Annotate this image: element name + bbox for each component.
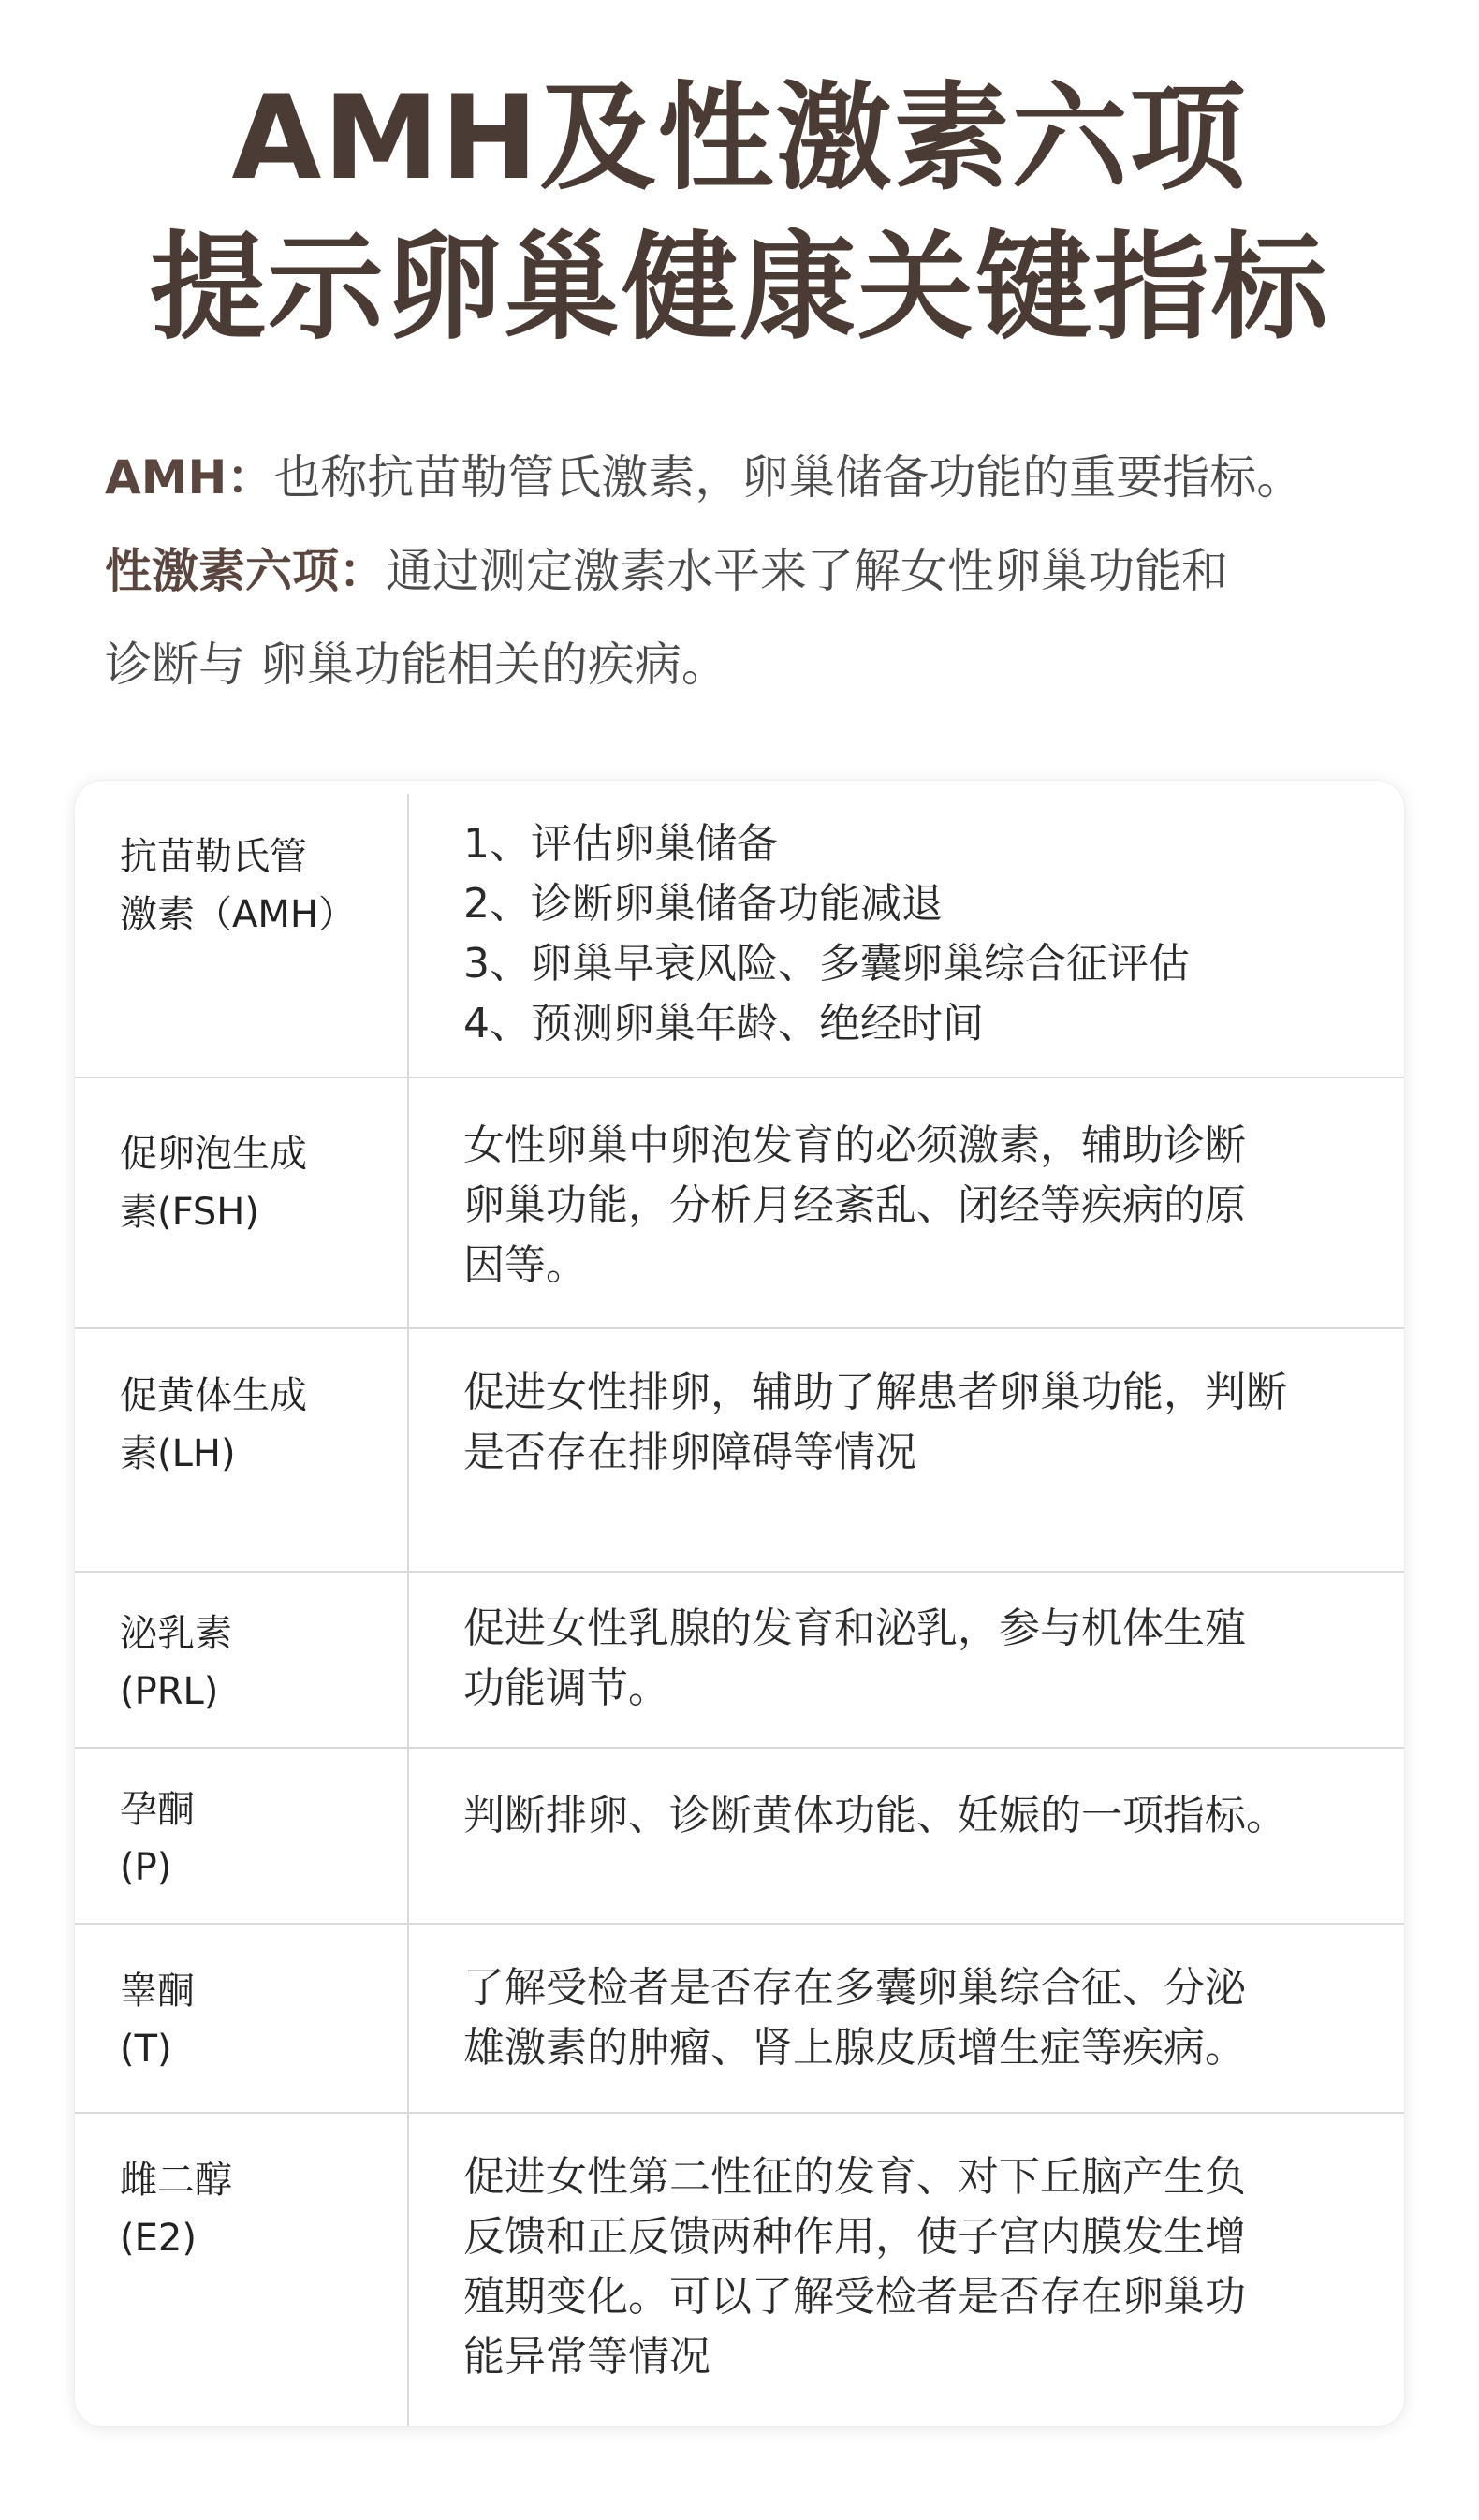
hormone-description: 了解受检者是否存在多囊卵巢综合征、分泌 雄激素的肿瘤、肾上腺皮质增生症等疾病。 (463, 1964, 1246, 2072)
hormone-name: 抗苗勒氏管 激素（AMH） (120, 835, 356, 936)
table-row (75, 2114, 1404, 2426)
table-row (75, 1925, 1404, 2114)
intro-amh-label: AMH： (105, 450, 274, 505)
hormone-name: 促黄体生成 素(LH) (120, 1374, 307, 1475)
table-row (75, 1573, 1404, 1749)
title-line-1: AMH及性激素六项 (231, 71, 1248, 206)
intro-amh-text: 也称抗苗勒管氏激素，卵巢储备功能的重要指标。 (273, 450, 1304, 505)
hormone-name: 雌二醇 (E2) (120, 2159, 232, 2260)
hormone-name: 孕酮 (P) (120, 1788, 195, 1889)
title-line-2: 提示卵巢健康关键指标 (149, 221, 1329, 356)
hormone-name: 睾酮 (T) (120, 1970, 195, 2071)
intro-six-text-1: 通过测定激素水平来了解女性卵巢功能和 (386, 544, 1228, 598)
intro-section (105, 431, 1415, 711)
hormone-name: 泌乳素 (PRL) (120, 1612, 232, 1713)
hormone-description: 1、评估卵巢储备 2、诊断卵巢储备功能减退 3、卵巢早衰风险、多囊卵巢综合征评估 4、预测卵巢年龄、绝经时间 (463, 820, 1190, 1048)
table-row (75, 1078, 1404, 1329)
table-row (75, 1749, 1404, 1925)
hormone-description: 促进女性乳腺的发育和泌乳，参与机体生殖 功能调节。 (463, 1604, 1246, 1712)
table-row (75, 781, 1404, 1078)
page-title (0, 64, 1479, 363)
hormone-description: 促进女性排卵，辅助了解患者卵巢功能，判断 是否存在排卵障碍等情况 (463, 1369, 1287, 1476)
hormone-description: 促进女性第二性征的发育、对下丘脑产生负 反馈和正反馈两种作用，使子宫内膜发生增 殖期变化。可以了解受检者是否存在卵巢功 能异常等情况 (463, 2153, 1246, 2381)
hormone-name: 促卵泡生成 素(FSH) (120, 1133, 307, 1234)
hormone-description: 判断排卵、诊断黄体功能、妊娠的一项指标。 (463, 1792, 1287, 1839)
hormone-table (75, 781, 1404, 2426)
hormone-description: 女性卵巢中卵泡发育的必须激素，辅助诊断 卵巢功能，分析月经紊乱、闭经等疾病的原 因等。 (463, 1121, 1246, 1289)
table-row (75, 1329, 1404, 1573)
intro-six-continued: 诊断与 卵巢功能相关的疾病。 (105, 637, 728, 692)
intro-six (105, 524, 1415, 618)
intro-amh (105, 431, 1415, 524)
intro-six-label: 性激素六项： (105, 544, 386, 598)
